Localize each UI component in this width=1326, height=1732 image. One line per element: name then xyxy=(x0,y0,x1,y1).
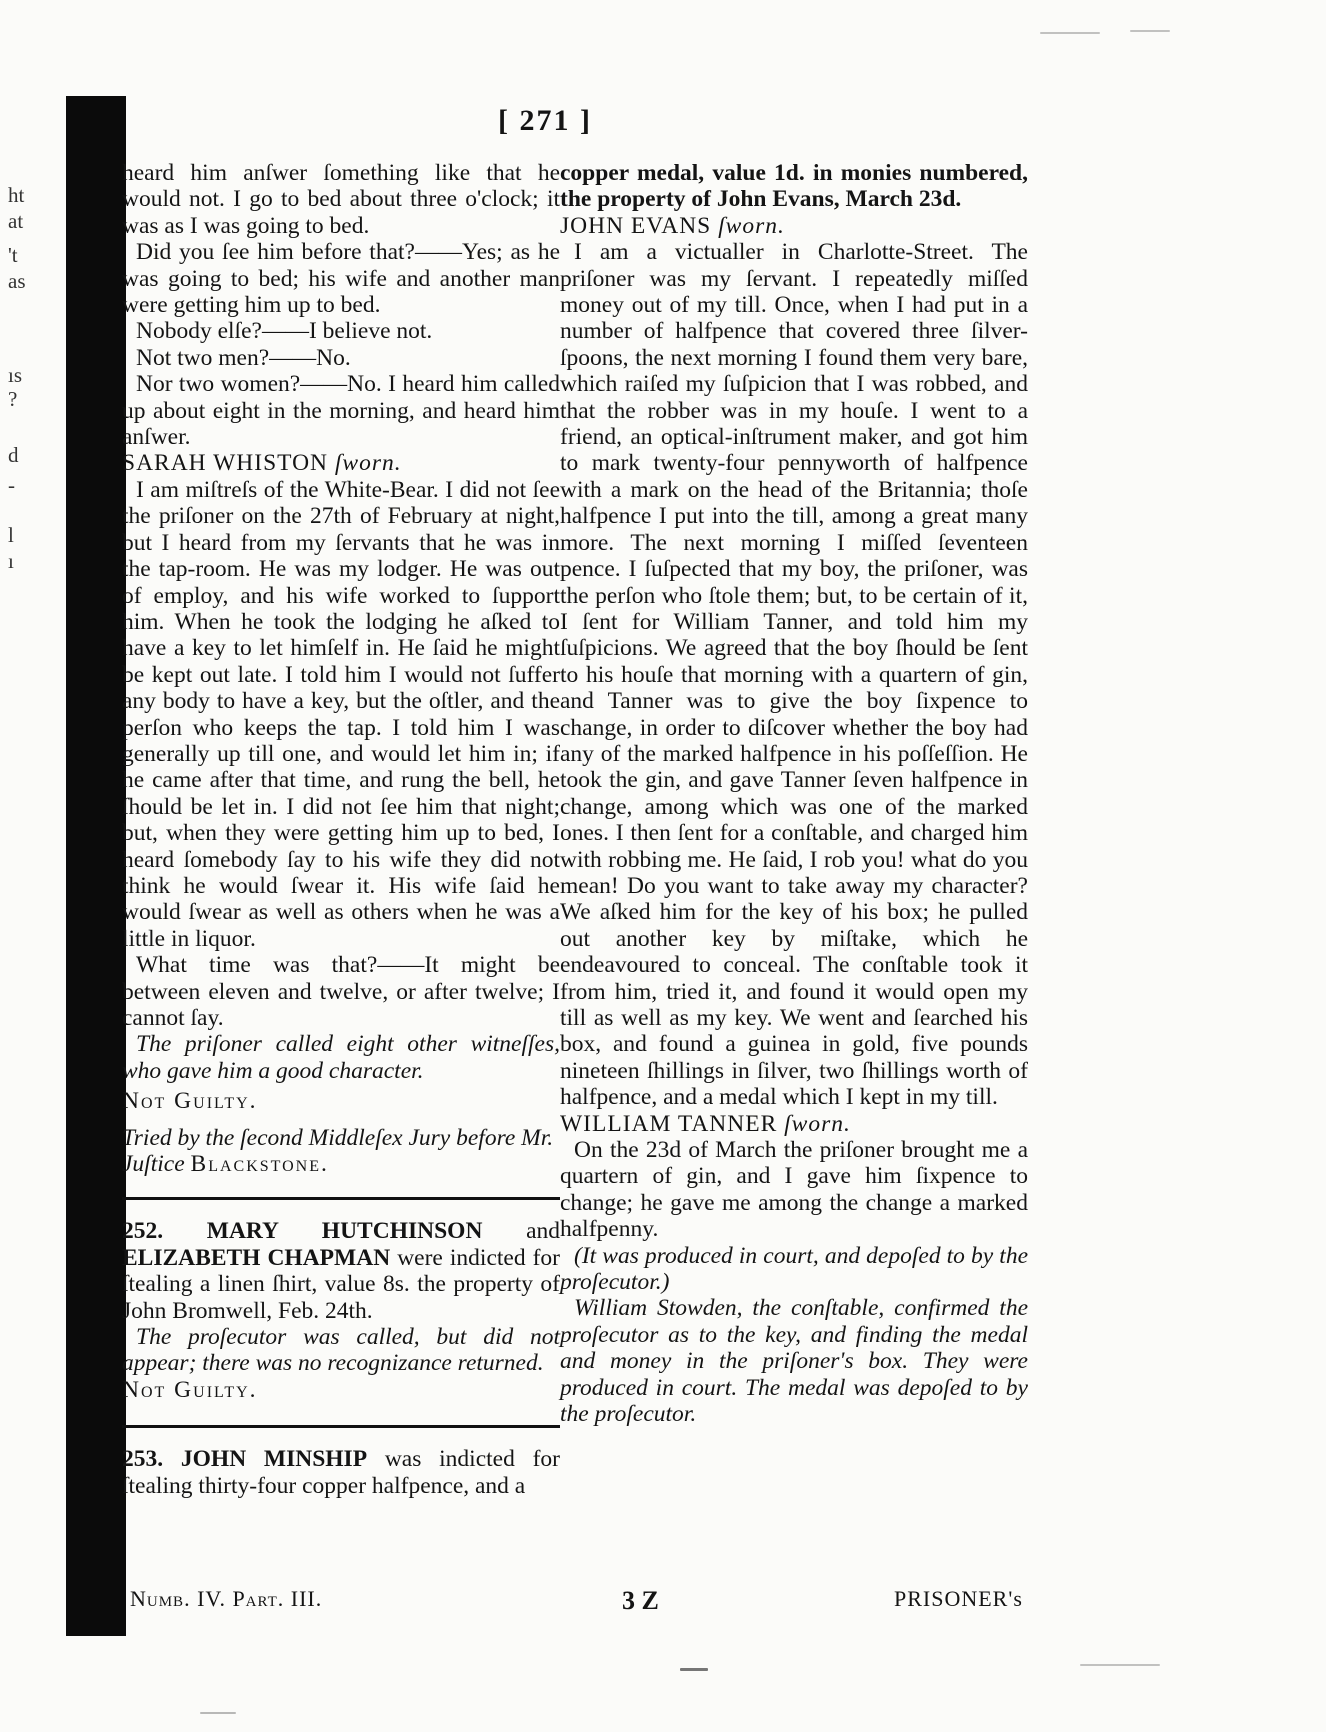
margin-fragment: as xyxy=(8,269,26,293)
trial-note-line2 xyxy=(122,1151,560,1177)
question-answer: Did you ſee him before that?——Yes; as he was going to bed; his wife and another man were getting him up to bed. xyxy=(122,239,560,319)
margin-fragment: at xyxy=(8,209,24,233)
scan-speck xyxy=(1080,1664,1160,1666)
witness-sworn: ſworn. xyxy=(784,1110,851,1137)
case-253-continuation: copper medal, value 1d. in monies numbered, the property of John Evans, March 23d. xyxy=(560,160,1028,213)
scan-speck xyxy=(680,1668,708,1671)
signature-mark: 3 Z xyxy=(622,1586,659,1615)
witness-testimony: On the 23d of March the priſoner brought me a quartern of gin, and I gave him ſixpence to change; he gave me among the change a marked halfpenny. xyxy=(560,1137,1028,1243)
case-252-note: The proſecutor was called, but did not appear; there was no recognizance returned. xyxy=(122,1324,560,1377)
right-column xyxy=(560,160,1028,1428)
margin-fragment: d xyxy=(8,443,19,467)
witness-heading xyxy=(560,213,1028,239)
page-number: [ 271 ] xyxy=(498,104,592,137)
case-252-defendant-1: 252. MARY HUTCHINSON xyxy=(122,1218,483,1245)
issue-line: Numb. IV. Part. III. xyxy=(130,1586,323,1611)
witness-name: WILLIAM TANNER xyxy=(560,1110,778,1137)
margin-fragment: ? xyxy=(8,387,18,411)
justice-title: Juſtice xyxy=(122,1151,185,1178)
witness-name: SARAH WHISTON xyxy=(122,450,329,477)
section-rule xyxy=(122,1197,560,1200)
margin-fragment: l xyxy=(8,523,14,547)
case-252-indictment xyxy=(122,1218,560,1324)
case-252-defendant-2: ELIZABETH CHAPMAN xyxy=(122,1244,391,1271)
margin-fragment: 't xyxy=(8,243,18,267)
verdict: Not Guilty. xyxy=(122,1088,258,1115)
witness-name: JOHN EVANS xyxy=(560,212,712,239)
question-answer: What time was that?——It might be between eleven and twelve, or after twelve; I cannot ſay. xyxy=(122,952,560,1031)
witness-heading xyxy=(560,1111,1028,1137)
margin-fragment: ht xyxy=(8,183,25,207)
question-answer: Nobody elſe?——I believe not. xyxy=(136,318,433,345)
question-answer: Not two men?——No. xyxy=(136,344,351,371)
character-witness-note: The priſoner called eight other witneſſes, who gave him a good character. xyxy=(122,1031,560,1084)
case-253-charge: was indicted for ſtealing thirty-four copper halfpence, and a xyxy=(122,1446,560,1499)
witness-testimony: I am miſtreſs of the White-Bear. I did not ſee the priſoner on the 27th of February at night, but I heard from my ſervants that he was in the tap-room. He was my lodger. He was out of employ, and his wife worked to ſupport him. When he took the lodging he aſked to have a key to let himſelf in. He ſaid he might be kept out late. I told him I would not ſuffer any body to have a key, but the oſtler, and the perſon who keeps the tap. I told him I was generally up till one, and would let him in; if he came after that time, and rung the bell, he ſhould be let in. I did not ſee him that night; but, when they were getting him up to bed, I heard ſomebody ſay to his wife they did not think he would ſwear it. His wife ſaid he would ſwear as well as others when he was a little in liquor. xyxy=(122,476,560,952)
margin-fragment: - xyxy=(8,473,15,497)
margin-fragment: ıs xyxy=(8,363,23,387)
constable-note: William Stowden, the conſtable, confirmed the proſecutor as to the key, and finding the medal and money in the priſoner's box. They were produced in court. The medal was depoſed to by the proſecutor. xyxy=(560,1295,1028,1428)
justice-name: Blackstone. xyxy=(190,1151,329,1178)
case-253-defendant: 253. JOHN MINSHIP xyxy=(122,1446,368,1473)
witness-heading xyxy=(122,450,560,476)
testimony-paragraph: heard him anſwer ſomething like that he would not. I go to bed about three o'clock; it was as I was going to bed. xyxy=(122,160,560,239)
case-252-and: and xyxy=(526,1218,560,1245)
section-rule xyxy=(122,1425,560,1428)
witness-testimony: I am a victualler in Charlotte-Street. The priſoner was my ſervant. I repeatedly miſſed money out of my till. Once, when I had put in a number of halfpence that covered three ſilver-ſpoons, the next morning I found them very bare, which raiſed my ſuſpicion that I was robbed, and that the robber was in my houſe. I went to a friend, an optical-inſtrument maker, and got him to mark twenty-four pennyworth of halfpence with a mark on the head of the Britannia; thoſe halfpence I put into the till, among a great many more. The next morning I miſſed ſeventeen pence. I ſuſpected that my boy, the priſoner, was the perſon who ſtole them; but, to be certain of it, I ſent for William Tanner, and told him my ſuſpicions. We agreed that the boy ſhould be ſent to his houſe that morning with a quartern of gin, and Tanner was to give the boy ſixpence to change, in order to diſcover whether the boy had any of the marked halfpence in his poſſeſſion. He took the gin, and gave Tanner ſeven halfpence in change, among which was one of the marked ones. I then ſent for a conſtable, and charged him with robbing me. He ſaid, I rob you! what do you mean! Do you want to take away my character? We aſked him for the key of his box; he pulled out another key by miſtake, which he endeavoured to conceal. The conſtable took it from him, tried it, and found it would open my till as well as my key. We went and ſearched his box, and found a guinea in gold, five pounds nineteen ſhillings in ſilver, two ſhillings worth of halfpence, and a medal which I kept in my till. xyxy=(560,239,1028,1111)
scan-speck xyxy=(200,1712,236,1714)
case-253-indictment xyxy=(122,1446,560,1499)
verdict: Not Guilty. xyxy=(122,1376,258,1403)
court-note: (It was produced in court, and depoſed to by the proſecutor.) xyxy=(560,1242,1028,1296)
scan-gutter-shadow xyxy=(66,96,126,1636)
witness-sworn: ſworn. xyxy=(718,212,785,239)
scan-speck xyxy=(1130,30,1170,32)
question-answer: Nor two women?——No. I heard him called up about eight in the morning, and heard him anſwer. xyxy=(122,371,560,451)
trial-note-line1: Tried by the ſecond Middleſex Jury before Mr. xyxy=(122,1124,554,1151)
margin-fragment: ı xyxy=(8,549,14,573)
scan-speck xyxy=(1040,32,1100,34)
left-column xyxy=(122,160,560,1499)
catchword: PRISONER's xyxy=(894,1586,1023,1611)
witness-sworn: ſworn. xyxy=(334,450,402,477)
case-252-charge: were indicted for ſtealing a linen ſhirt, value 8s. the property of John Bromwell, Feb. 24th. xyxy=(122,1244,561,1324)
